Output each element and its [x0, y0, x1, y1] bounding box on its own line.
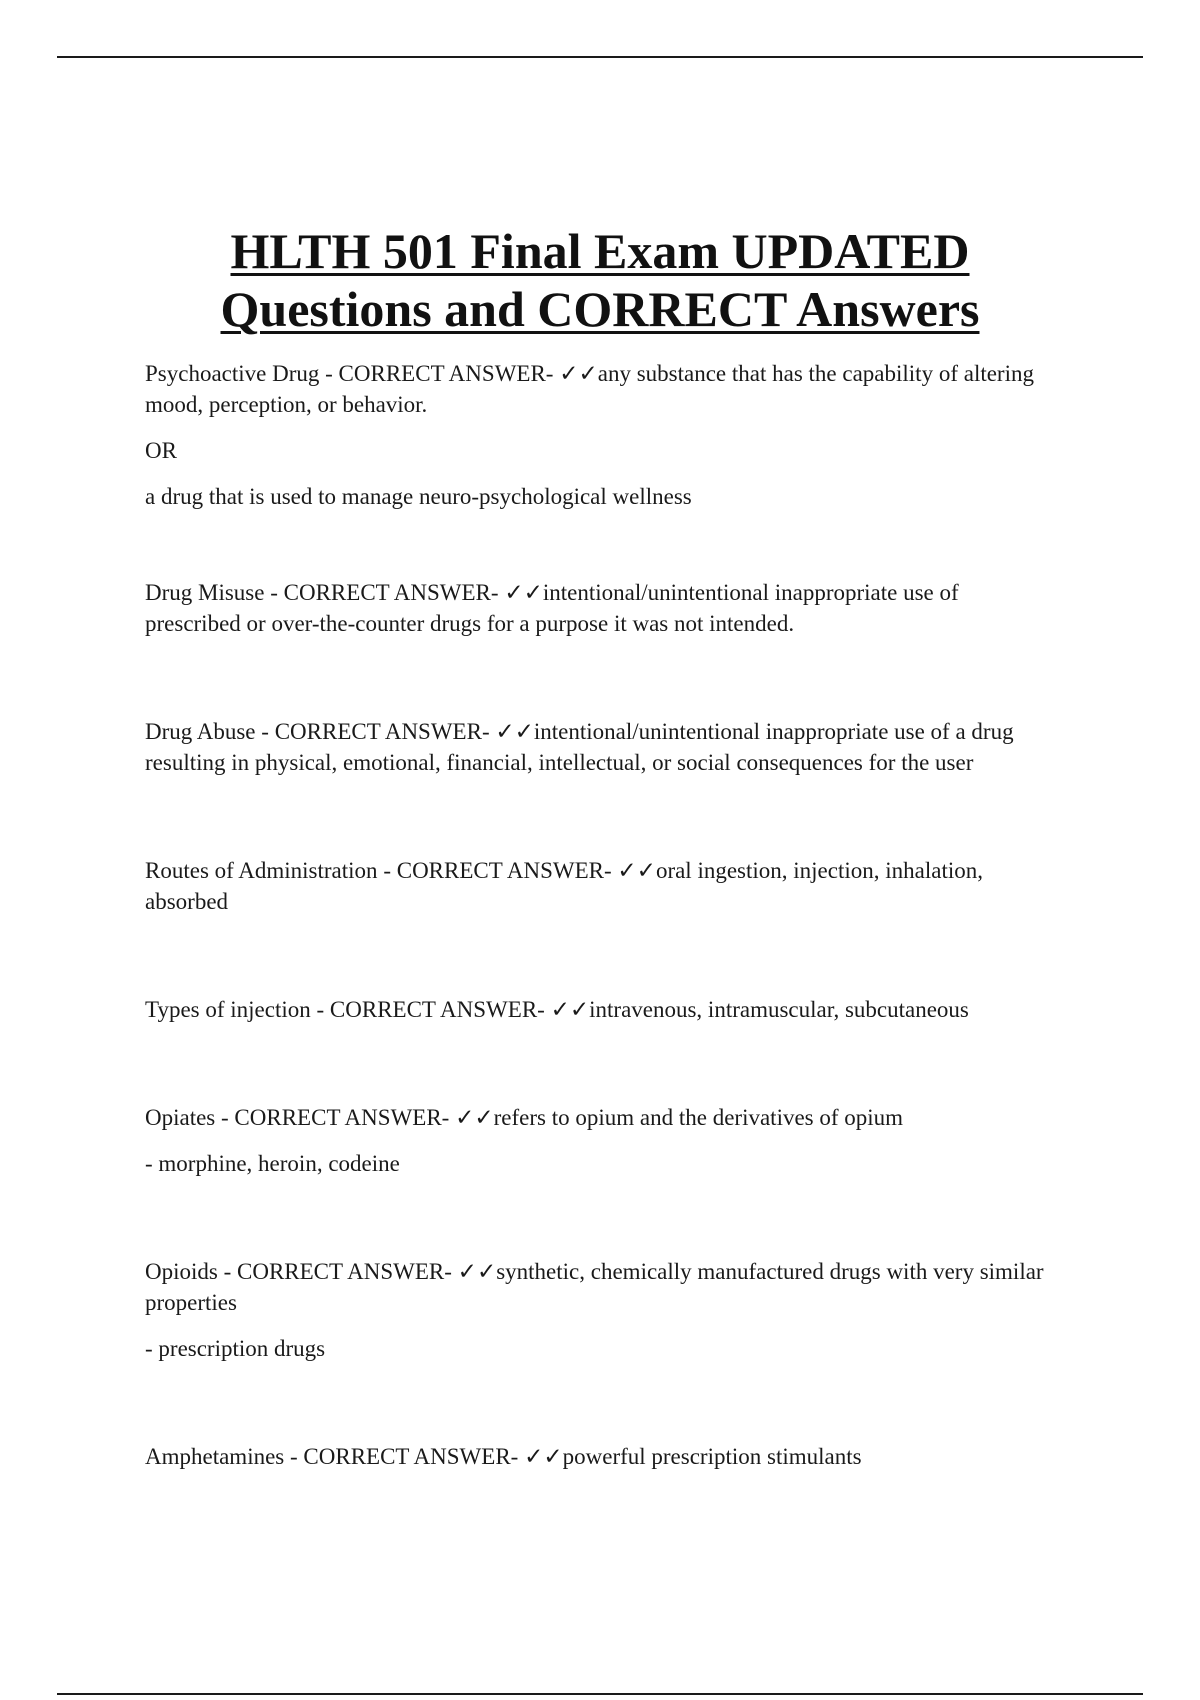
qa-entry-psychoactive-drug — [145, 358, 1045, 512]
qa-extra: - morphine, heroin, codeine — [145, 1151, 400, 1176]
page-title — [0, 222, 1200, 338]
qa-entry-drug-misuse — [145, 577, 1045, 639]
answer-marker: - CORRECT ANSWER- — [377, 858, 618, 883]
qa-entry-drug-abuse — [145, 716, 1045, 778]
qa-line — [145, 577, 1045, 639]
answer: intravenous, intramuscular, subcutaneous — [589, 997, 969, 1022]
term: Types of injection — [145, 997, 311, 1022]
answer: intentional/unintentional inappropriate use of prescribed or over-the-counter drugs for a purpose it was not intended. — [145, 580, 959, 636]
double-check-icon: ✓✓ — [559, 361, 598, 386]
title-line-1: HLTH 501 Final Exam UPDATED — [230, 223, 970, 279]
answer: synthetic, chemically manufactured drugs with very similar properties — [145, 1259, 1044, 1315]
double-check-icon: ✓✓ — [457, 1259, 497, 1284]
double-check-icon: ✓✓ — [455, 1105, 494, 1130]
bottom-rule — [57, 1693, 1143, 1695]
qa-extra: a drug that is used to manage neuro-psychological wellness — [145, 484, 692, 509]
qa-line — [145, 716, 1045, 778]
double-check-icon: ✓✓ — [524, 1444, 563, 1469]
answer: refers to opium and the derivatives of opium — [493, 1105, 904, 1130]
double-check-icon: ✓✓ — [504, 580, 543, 605]
term: Routes of Administration — [145, 858, 378, 883]
answer-marker: - CORRECT ANSWER- — [215, 1105, 456, 1130]
double-check-icon: ✓✓ — [495, 719, 534, 744]
qa-entry-types-of-injection — [145, 994, 1045, 1025]
answer-marker: - CORRECT ANSWER- — [255, 719, 496, 744]
title-line-2: Questions and CORRECT Answers — [220, 281, 980, 337]
answer-marker: - CORRECT ANSWER- — [217, 1259, 458, 1284]
answer-marker: - CORRECT ANSWER- — [284, 1444, 525, 1469]
qa-line — [145, 1102, 1045, 1133]
double-check-icon: ✓✓ — [617, 858, 656, 883]
term: Amphetamines — [145, 1444, 285, 1469]
qa-line — [145, 1256, 1045, 1318]
answer-marker: - CORRECT ANSWER- — [319, 361, 560, 386]
answer: intentional/unintentional inappropriate use of a drug resulting in physical, emotional, financial, intellectual, or social consequences for the user — [145, 719, 1014, 775]
double-check-icon: ✓✓ — [550, 997, 590, 1022]
term: Opioids — [145, 1259, 218, 1284]
qa-line — [145, 855, 1045, 917]
qa-extra: - prescription drugs — [145, 1336, 326, 1361]
answer: powerful prescription stimulants — [562, 1444, 862, 1469]
qa-entry-opioids — [145, 1256, 1045, 1364]
answer-marker: - CORRECT ANSWER- — [310, 997, 551, 1022]
top-rule — [57, 56, 1143, 58]
term: Opiates — [145, 1105, 216, 1130]
term: Drug Misuse — [145, 580, 265, 605]
qa-line — [145, 358, 1045, 420]
answer-marker: - CORRECT ANSWER- — [264, 580, 505, 605]
qa-line — [145, 1441, 1045, 1472]
term: Drug Abuse — [145, 719, 256, 744]
qa-line — [145, 994, 1045, 1025]
qa-extra: OR — [145, 438, 177, 463]
qa-entry-routes-of-administration — [145, 855, 1045, 917]
answer: oral ingestion, injection, inhalation, absorbed — [145, 858, 983, 914]
qa-entry-amphetamines — [145, 1441, 1045, 1472]
term: Psychoactive Drug — [145, 361, 320, 386]
qa-list — [145, 358, 1045, 1487]
qa-entry-opiates — [145, 1102, 1045, 1179]
answer: any substance that has the capability of altering mood, perception, or behavior. — [145, 361, 1034, 417]
